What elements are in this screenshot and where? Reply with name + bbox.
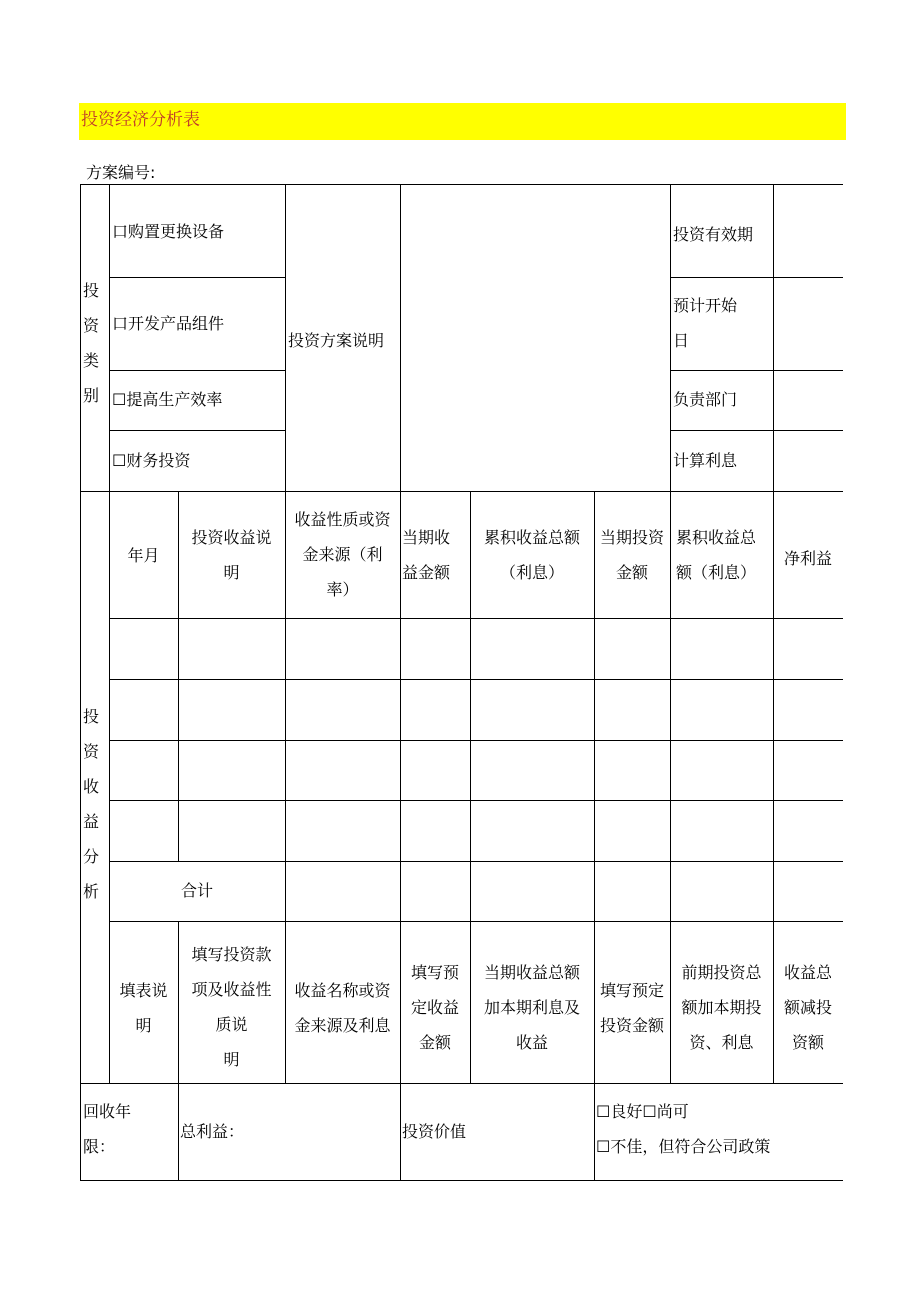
- notes-current-return: 填写预 定收益 金额: [410, 963, 459, 1052]
- total-label: 合计: [180, 881, 213, 900]
- rating-options[interactable]: ☐良好☐尚可 ☐不佳，但符合公司政策: [596, 1102, 771, 1156]
- col-current-return: 当期收 益金额: [402, 528, 451, 582]
- col-nature: 收益性质或资 金来源（利 率）: [294, 510, 391, 599]
- validity-label: 投资有效期: [673, 225, 754, 244]
- notes-cumulative-return: 当期收益总额 加本期利息及 收益: [483, 963, 580, 1052]
- col-net-profit: 净利益: [783, 549, 832, 568]
- notes-label: 填表说 明: [119, 981, 168, 1035]
- expected-start-label: 预计开始 日: [673, 296, 738, 350]
- category-header: 投 资 类 别: [82, 281, 99, 405]
- option-develop-components[interactable]: 口开发产品组件: [112, 314, 225, 333]
- department-label: 负责部门: [673, 390, 738, 409]
- option-improve-efficiency[interactable]: ☐提高生产效率: [112, 390, 223, 409]
- option-financial-investment[interactable]: ☐财务投资: [112, 451, 191, 470]
- investment-value-label: 投资价值: [402, 1122, 467, 1141]
- analysis-table: [80, 184, 843, 1181]
- form-title: 投资经济分析表: [81, 110, 200, 130]
- payback-label: 回收年 限：: [83, 1102, 132, 1156]
- plan-desc-label: 投资方案说明: [288, 331, 385, 350]
- total-profit-label: 总利益：: [180, 1122, 245, 1141]
- notes-current-invest: 填写预定 投资金额: [599, 981, 664, 1035]
- col-return-desc: 投资收益说 明: [191, 528, 272, 582]
- notes-net-profit: 收益总 额减投 资额: [783, 963, 832, 1052]
- col-cumulative-return: 累积收益总额 （利息）: [483, 528, 580, 582]
- notes-cumulative-invest: 前期投资总 额加本期投 资、利息: [681, 963, 762, 1052]
- col-year-month: 年月: [127, 546, 160, 565]
- plan-number-label: 方案编号:: [86, 163, 156, 182]
- option-purchase-equipment[interactable]: 口购置更换设备: [112, 222, 225, 241]
- col-cumulative-invest: 累积收益总 额（利息）: [676, 528, 757, 582]
- col-current-invest: 当期投资 金额: [599, 528, 664, 582]
- notes-desc: 填写投资款 项及收益性 质说 明: [191, 945, 272, 1069]
- interest-label: 计算利息: [673, 451, 738, 470]
- returns-header: 投 资 收 益 分 析: [82, 707, 99, 901]
- notes-nature: 收益名称或资 金来源及利息: [294, 981, 391, 1035]
- title-bar: [79, 103, 846, 140]
